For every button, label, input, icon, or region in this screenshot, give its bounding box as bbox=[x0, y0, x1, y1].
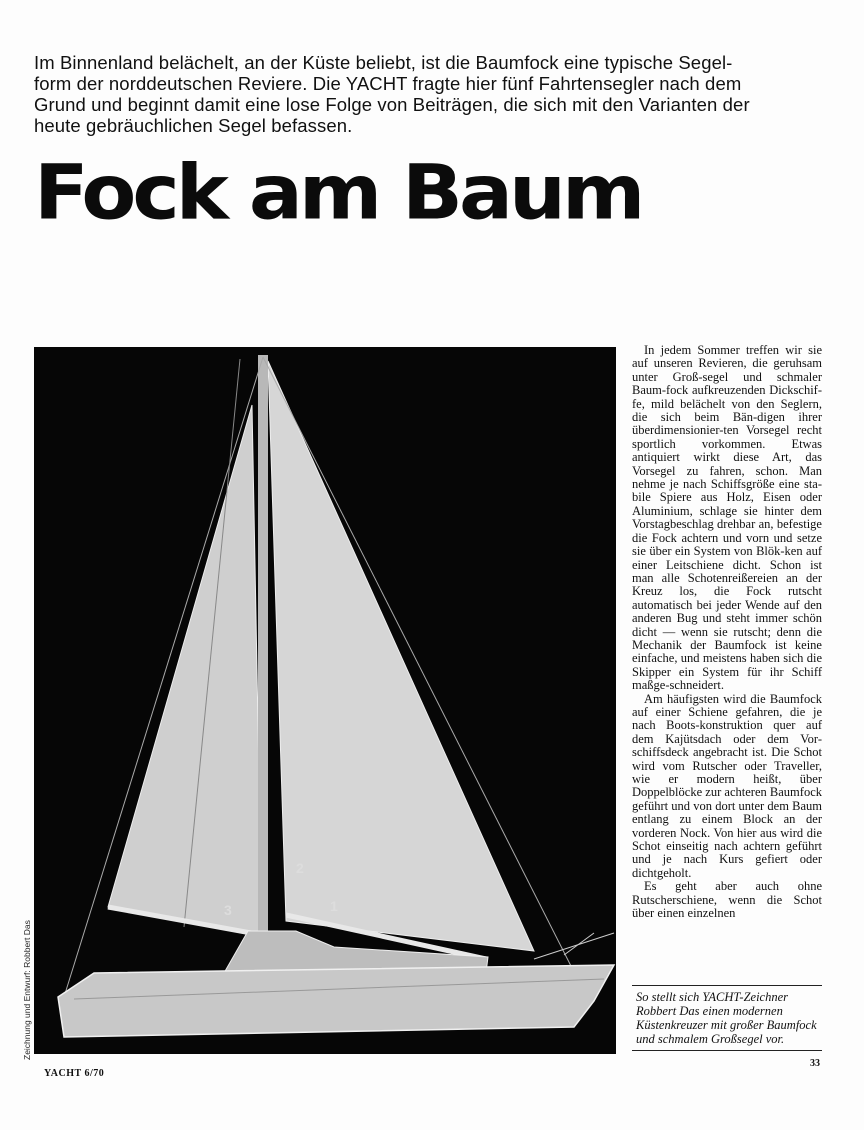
article-headline: Fock am Baum bbox=[34, 148, 642, 237]
label-1: 1 bbox=[330, 898, 338, 914]
body-paragraph: In jedem Sommer treffen wir sie auf unseren Revieren, die geruhsam unter Groß-segel und schmaler Baum-fock aufkreuzenden Dickschif-fe, mild belächelt von den Seglern, die sich beim Bän-digen ihrer überdimensionier-ten Vorsegel recht sportlich vorkommen. Etwas antiquiert wirkt diese Art, das Vorsegel zu fahren, schon. Man nehme je nach Schiffsgröße eine sta-bile Spiere aus Holz, Eisen oder Aluminium, schlage sie hinter dem Vorstagbeschlag drehbar an, befestige die Fock achtern und vorn und setze sie über ein System von Blök-ken auf einer Leitschiene dicht. Schon ist man alle Schotenreißereien an der Kreuz los, die Fock rutscht automatisch bei jeder Wende auf den anderen Bug und steht immer schön dicht — wenn sie rutscht; denn die Mechanik der Baumfock ist keine einfache, und meistens haben sich die Skipper ein System für ihr Schiff maßge-schneidert. bbox=[632, 343, 822, 693]
illustration-credit: Zeichnung und Entwurf: Robbert Das bbox=[22, 920, 32, 1060]
label-3: 3 bbox=[224, 902, 232, 918]
label-2: 2 bbox=[296, 860, 304, 876]
magazine-issue: YACHT 6/70 bbox=[44, 1068, 105, 1079]
intro-paragraph bbox=[34, 52, 824, 136]
caption-divider-bottom bbox=[632, 1050, 822, 1051]
caption-divider-top bbox=[632, 985, 822, 986]
bow-pulpit bbox=[534, 933, 614, 959]
body-paragraph: Am häufigsten wird die Baumfock auf einer Schiene gefahren, die je nach Boots-konstruktion quer auf dem Kajütsdach oder dem Vor-schiffsdeck angebracht ist. Die Schot wird vom Rutscher oder Traveller, wie er modern heißt, über Doppelblöcke zur achteren Baumfock geführt und von dort unter dem Baum entlang zu einem Block an der vorderen Nock. Von hier aus wird die Schot einseitig nach achtern geführt und je nach Kurs gefiert oder dichtgeholt. bbox=[632, 691, 822, 880]
intro-line: Grund und beginnt damit eine lose Folge von Beiträgen, die sich mit den Varianten der bbox=[34, 94, 750, 115]
sailboat-drawing bbox=[34, 347, 616, 1054]
mainsail bbox=[108, 405, 262, 937]
article-body bbox=[632, 344, 822, 920]
sailboat-illustration bbox=[34, 347, 616, 1054]
mast bbox=[258, 355, 268, 941]
boom-jib-sail bbox=[268, 361, 534, 951]
hull bbox=[58, 965, 614, 1037]
body-paragraph: Es geht aber auch ohne Rutscherschiene, wenn die Schot über einen einzelnen bbox=[632, 879, 822, 921]
page-number: 33 bbox=[810, 1058, 820, 1069]
intro-line: form der norddeutschen Reviere. Die YACHT fragte hier fünf Fahrtensegler nach dem bbox=[34, 73, 742, 94]
intro-line: Im Binnenland belächelt, an der Küste beliebt, ist die Baumfock eine typische Segel- bbox=[34, 52, 733, 73]
pulpit-stanchion bbox=[564, 933, 594, 955]
intro-line: heute gebräuchlichen Segel befassen. bbox=[34, 115, 353, 136]
figure-caption: So stellt sich YACHT-Zeichner Robbert Das einen modernen Küstenkreuzer mit großer Baumfock und schmalem Großsegel vor. bbox=[636, 990, 817, 1046]
